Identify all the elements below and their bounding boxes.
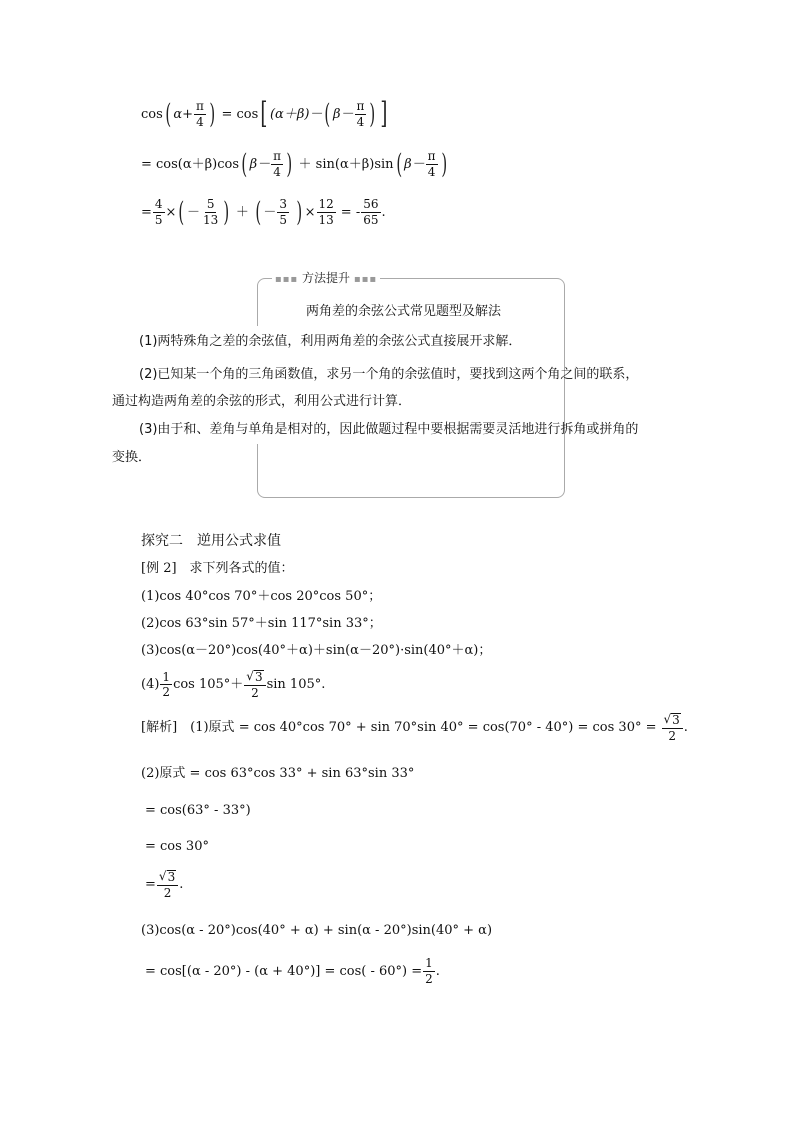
period: . <box>435 963 440 979</box>
question-1: (1)cos 40°cos 70°＋cos 20°cos 50°； <box>141 589 382 604</box>
method-heading: 两角差的余弦公式常见题型及解法 <box>306 304 502 319</box>
equation-line-2 <box>141 150 449 178</box>
plus-sign: ＋ <box>235 204 249 220</box>
right-paren: ) <box>209 98 216 130</box>
equation-line-3 <box>141 198 386 226</box>
times-sign: × <box>304 204 316 220</box>
section-heading: 探究二 逆用公式求值 <box>141 533 281 549</box>
answer-3-line-1: (3)cos(α - 20°)cos(40° + α) + sin(α - 20°)sin(40° + α) <box>141 923 493 938</box>
left-paren: ( <box>178 196 185 228</box>
right-paren: ) <box>223 196 230 228</box>
fraction-12-13: $\frac{12}{13}$ <box>318 197 334 227</box>
right-bracket: ] <box>380 96 388 131</box>
analysis-line-1 <box>141 713 688 743</box>
fraction-5-13: $\frac{5}{13}$ <box>203 197 219 227</box>
alpha-symbol: α <box>173 106 183 122</box>
method-point-2-line-1: (2)已知某一个角的三角函数值，求另一个角的余弦值时，要找到这两个角之间的联系， <box>139 367 639 382</box>
fraction-pi-over-4: $\frac{\pi}{4}$ <box>427 149 436 179</box>
fraction-1-2: $\frac{1}{2}$ <box>425 956 433 986</box>
times-sign: × <box>165 204 177 220</box>
fraction-3-5: $\frac{3}{5}$ <box>279 197 288 227</box>
equals-sign: = <box>145 877 156 893</box>
left-paren: ( <box>165 98 171 130</box>
left-bracket: [ <box>260 96 268 131</box>
method-point-3-line-1: (3)由于和、差角与单角是相对的，因此做题过程中要根据需要灵活地进行拆角或拼角的 <box>139 422 639 437</box>
answer-2-line-1: (2)原式 = cos 63°cos 33° + sin 63°sin 33° <box>141 766 415 781</box>
equals-sign: = <box>141 204 152 220</box>
method-point-3-line-2: 变换． <box>112 450 152 465</box>
left-paren: ( <box>324 98 331 130</box>
fraction-sqrt3-2: √ 3 2 <box>662 713 683 743</box>
analysis-text: [解析] (1)原式 = cos 40°cos 70° + sin 70°sin 40° = cos(70° - 40°) = cos 30° = <box>141 720 657 736</box>
method-point-2-line-2: 通过构造两角差的余弦的形式，利用公式进行计算． <box>112 394 412 409</box>
method-title-text: 方法提升 <box>301 271 350 285</box>
fraction-pi-over-4: $\frac{\pi}{4}$ <box>273 149 281 179</box>
title-left-dots: ▪▪▪ <box>274 274 299 285</box>
right-paren: ) <box>440 148 447 180</box>
example-label: [例 2] 求下列各式的值： <box>141 561 294 576</box>
fraction-pi-over-4: $\frac{\pi}{4}$ <box>196 98 204 129</box>
q4-suffix: sin 105°. <box>266 677 326 693</box>
beta-minus: β－ <box>249 156 271 172</box>
answer-2-line-3: = cos 30° <box>145 839 209 854</box>
right-paren: ) <box>286 148 293 180</box>
plus-sin-text: ＋ sin(α＋β)sin <box>298 156 394 172</box>
beta-minus: β－ <box>332 106 354 122</box>
left-paren: ( <box>395 148 402 180</box>
fraction-4-5: $\frac{4}{5}$ <box>154 197 163 227</box>
equals-minus: = - <box>340 204 361 220</box>
beta-minus: β－ <box>404 156 425 172</box>
answer-3-line-2 <box>145 957 440 985</box>
q4-prefix: (4) <box>141 677 160 693</box>
right-paren: ) <box>296 196 303 228</box>
method-box-title <box>272 270 380 286</box>
right-paren: ) <box>369 98 376 130</box>
title-right-dots: ▪▪▪ <box>353 274 378 285</box>
question-2: (2)cos 63°sin 57°＋sin 117°sin 33°； <box>141 616 382 631</box>
answer-2-line-4 <box>145 870 183 900</box>
plus-sign: + <box>182 106 194 122</box>
period: . <box>381 204 386 220</box>
method-point-1: (1)两特殊角之差的余弦值，利用两角差的余弦公式直接展开求解． <box>139 334 522 349</box>
minus-sign: － <box>187 204 201 220</box>
period: . <box>683 720 688 736</box>
equation-line-1 <box>141 96 390 131</box>
question-4 <box>141 670 325 700</box>
fraction-sqrt3-2: √ 3 2 <box>244 670 265 700</box>
answer-3-text: = cos[(α - 20°) - (α + 40°)] = cos( - 60°) = <box>145 963 423 979</box>
period: . <box>179 877 184 893</box>
fraction-pi-over-4: $\frac{\pi}{4}$ <box>356 98 365 129</box>
left-paren: ( <box>255 196 262 228</box>
alpha-plus-beta: (α＋β)－ <box>269 106 323 122</box>
cos-text: cos <box>141 106 163 122</box>
fraction-sqrt3-2: √ 3 2 <box>157 870 178 900</box>
cos-alpha-beta-text: = cos(α＋β)cos <box>141 156 240 172</box>
fraction-56-65: $\frac{56}{65}$ <box>363 197 379 227</box>
answer-2-line-2: = cos(63° - 33°) <box>145 803 251 818</box>
question-3: (3)cos(α－20°)cos(40°＋α)＋sin(α－20°)·sin(40°＋α)； <box>141 643 492 658</box>
fraction-1-2: $\frac{1}{2}$ <box>162 669 171 700</box>
minus-sign: － <box>263 204 277 220</box>
equals-cos-text: = cos <box>221 106 259 122</box>
q4-middle: cos 105°＋ <box>173 677 244 693</box>
left-paren: ( <box>241 148 248 180</box>
